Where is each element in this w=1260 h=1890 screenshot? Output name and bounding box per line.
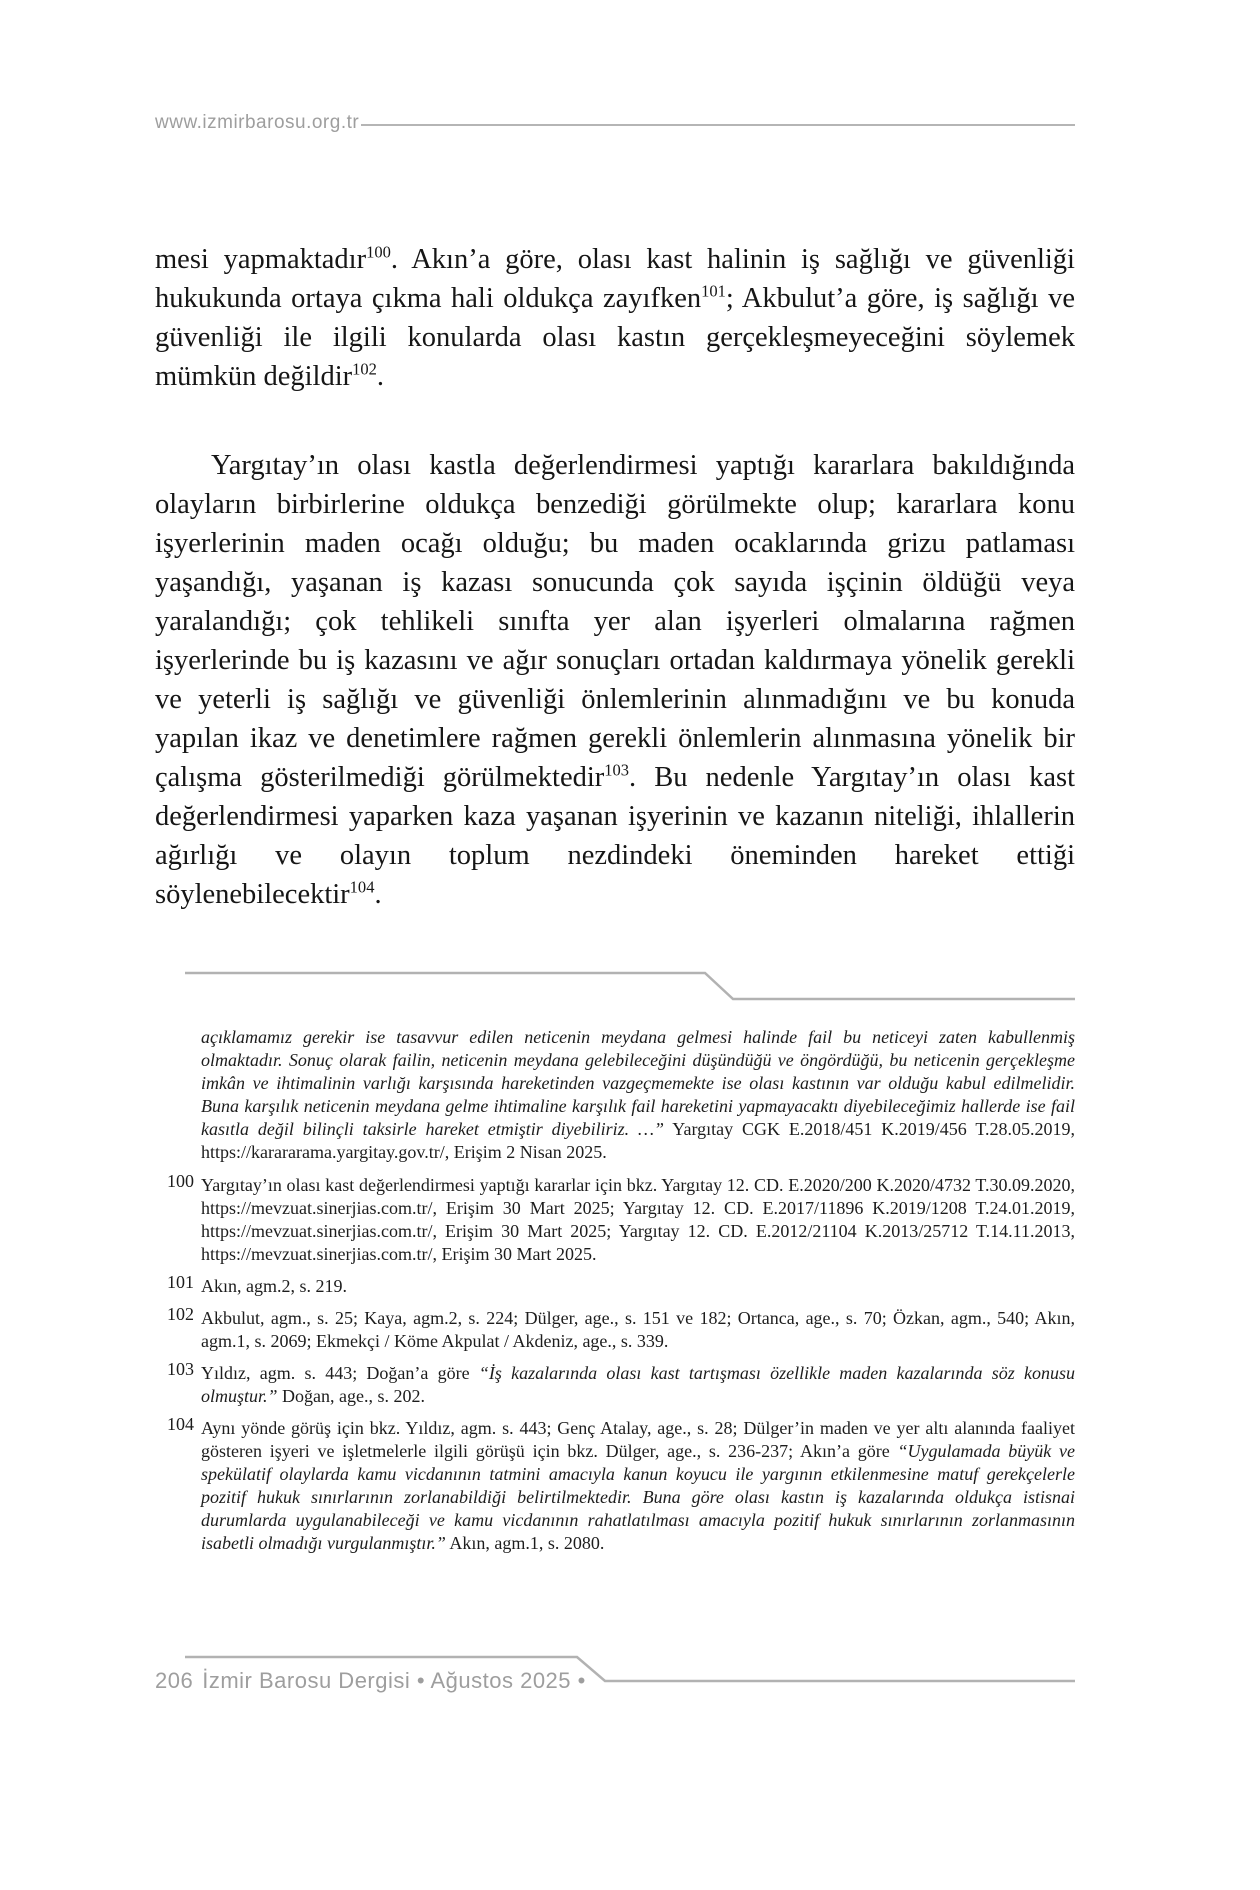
footnote-101	[155, 1272, 1075, 1298]
footnote-ref-101: 101	[701, 281, 726, 301]
footnote-ref-100: 100	[366, 242, 391, 262]
paragraph-text: Yargıtay’ın olası kastla değerlendirmesi yaptığı kararlara bakıldığında olayların birbirlerine oldukça benzediği görülmekte olup; kararlara konu işyerlerinin maden ocağı olduğu; bu maden ocaklarında grizu patlaması yaşandığı, yaşanan iş kazası sonucunda çok sayıda işçinin öldüğü veya yaralandığı; çok tehlikeli sınıfta yer alan işyerleri olmalarına rağmen işyerlerinde bu iş kazasını ve ağır sonuçları ortadan kaldırmaya yönelik gerekli ve yeterli iş sağlığı ve güvenliği önlemlerinin alınmadığını ve bu konuda yapılan ikaz ve denetimlere rağmen gerekli önlemlerin alınmasına yönelik bir çalışma gösterilmediği görülmektedir	[155, 450, 1075, 793]
footnote-ref-102: 102	[352, 359, 377, 379]
footnote-text: Doğan, age., s. 202.	[277, 1386, 426, 1406]
footnote-104	[155, 1414, 1075, 1555]
header-rule	[361, 124, 1075, 126]
footnote-text: Aynı yönde görüş için bkz. Yıldız, agm. s. 443; Genç Atalay, age., s. 28; Dülger’in maden ve yer altı alanında faaliyet gösteren işyeri ve işletmelerle ilgili görüşü için bkz. Dülger, age., s. 236-237; Akın’a göre	[201, 1418, 1075, 1461]
footnote-number: 102	[167, 1304, 194, 1324]
paragraph-text: . Akın’a göre, olası kast halinin iş sağlığı ve güvenliği hukukunda ortaya çıkma hali oldukça zayıfken	[155, 244, 1075, 314]
body-paragraph-2	[155, 446, 1075, 914]
footnote-number: 103	[167, 1359, 194, 1379]
paragraph-text: .	[376, 361, 385, 392]
footnote-number: 100	[167, 1171, 194, 1191]
footnote-text: Akın, agm.2, s. 219.	[201, 1276, 347, 1296]
footnote-quote: “Uygulamada büyük ve spekülatif olaylarda kamu vicdanının tatmini amacıyla kanun koyucu ile yargının etkilenmesine matuf gerekçelerle pozitif hukuk sınırlarının zorlanabildiği belirtilmektedir. Buna göre olası kastın iş kazalarında oldukça istisnai durumlarda uygulanabileceği ve kamu vicdanının rahatlatılması amacıyla pozitif hukuk sınırlarının zorlanmasının isabetli olmadığı vurgulanmıştır.”	[201, 1441, 1075, 1553]
footnote-continuation	[201, 1026, 1075, 1164]
footnote-number: 101	[167, 1272, 194, 1292]
footnote-text: Yıldız, agm. s. 443; Doğan’a göre	[201, 1363, 479, 1383]
footnote-ref-104: 104	[349, 877, 375, 897]
footnote-quote: “İş kazalarında olası kast tartışması özellikle maden kazalarında söz konusu olmuştur.”	[201, 1363, 1076, 1406]
header-url: www.izmirbarosu.org.tr	[155, 112, 360, 133]
page-header	[155, 112, 1075, 134]
paragraph-text: ; Akbulut’a göre, iş sağlığı ve güvenliği ile ilgili konularda olası kastın gerçekleşmeyeceğini söylemek mümkün değildir	[155, 283, 1076, 392]
page-footer	[155, 1668, 595, 1694]
paragraph-text: .	[374, 879, 382, 910]
footer-journal-title: İzmir Barosu Dergisi • Ağustos 2025 •	[202, 1668, 586, 1693]
footnote-text: Akın, agm.1, s. 2080.	[445, 1533, 605, 1553]
paragraph-text: mesi yapmaktadır	[155, 244, 367, 275]
footnote-102	[155, 1304, 1075, 1353]
body-paragraph-1	[155, 240, 1075, 396]
footnote-103	[155, 1359, 1076, 1408]
main-text-block	[155, 240, 1075, 914]
footnote-continuation-italic: açıklamamız gerekir ise tasavvur edilen neticenin meydana gelmesi halinde fail bu neticeyi zaten kabullenmiş olmaktadır. Sonuç olarak failin, neticenin meydana gelebileceğini düşündüğü ve öngördüğü, bu neticenin gerçekleşme imkân ve ihtimalinin varlığı karşısında hareketinden vazgeçmemekte ise olası kastının var olduğu kabul edilmelidir. Buna karşılık neticenin meydana gelme ihtimaline karşılık fail hareketini yapmayacaktı diyebileceğimiz hallerde ise fail kasıtla değil bilinçli taksirle hareket etmiştir diyebiliriz. …”	[201, 1027, 1075, 1139]
footer-page-number: 206	[155, 1668, 194, 1693]
footnote-100	[155, 1171, 1075, 1266]
paragraph-text: . Bu nedenle Yargıtay’ın olası kast değerlendirmesi yaparken kaza yaşanan işyerinin ve kazanın niteliği, ihlallerin ağırlığı ve olayın toplum nezdindeki öneminden hareket ettiği söylenebilecektir	[155, 762, 1076, 910]
footnote-separator-rule	[155, 970, 1075, 1004]
footnote-text: Akbulut, agm., s. 25; Kaya, agm.2, s. 224; Dülger, age., s. 151 ve 182; Ortanca, age., s. 70; Özkan, agm., 540; Akın, agm.1, s. 2069; Ekmekçi / Köme Akpulat / Akdeniz, age., s. 339.	[201, 1308, 1075, 1351]
footnote-number: 104	[167, 1414, 194, 1434]
footnote-text: Yargıtay’ın olası kast değerlendirmesi yaptığı kararlar için bkz. Yargıtay 12. CD. E.2020/200 K.2020/4732 T.30.09.2020, https://mevzuat.sinerjias.com.tr/, Erişim 30 Mart 2025; Yargıtay 12. CD. E.2017/11896 K.2019/1208 T.24.01.2019, https://mevzuat.sinerjias.com.tr/, Erişim 30 Mart 2025; Yargıtay 12. CD. E.2012/21104 K.2013/25712 T.14.11.2013, https://mevzuat.sinerjias.com.tr/, Erişim 30 Mart 2025.	[201, 1175, 1075, 1264]
footnote-ref-103: 103	[604, 760, 630, 780]
footnote-continuation-citation: Yargıtay CGK E.2018/451 K.2019/456 T.28.05.2019, https://karararama.yargitay.gov.tr/, Erişim 2 Nisan 2025.	[201, 1119, 1075, 1162]
footnotes-section	[155, 1026, 1075, 1564]
